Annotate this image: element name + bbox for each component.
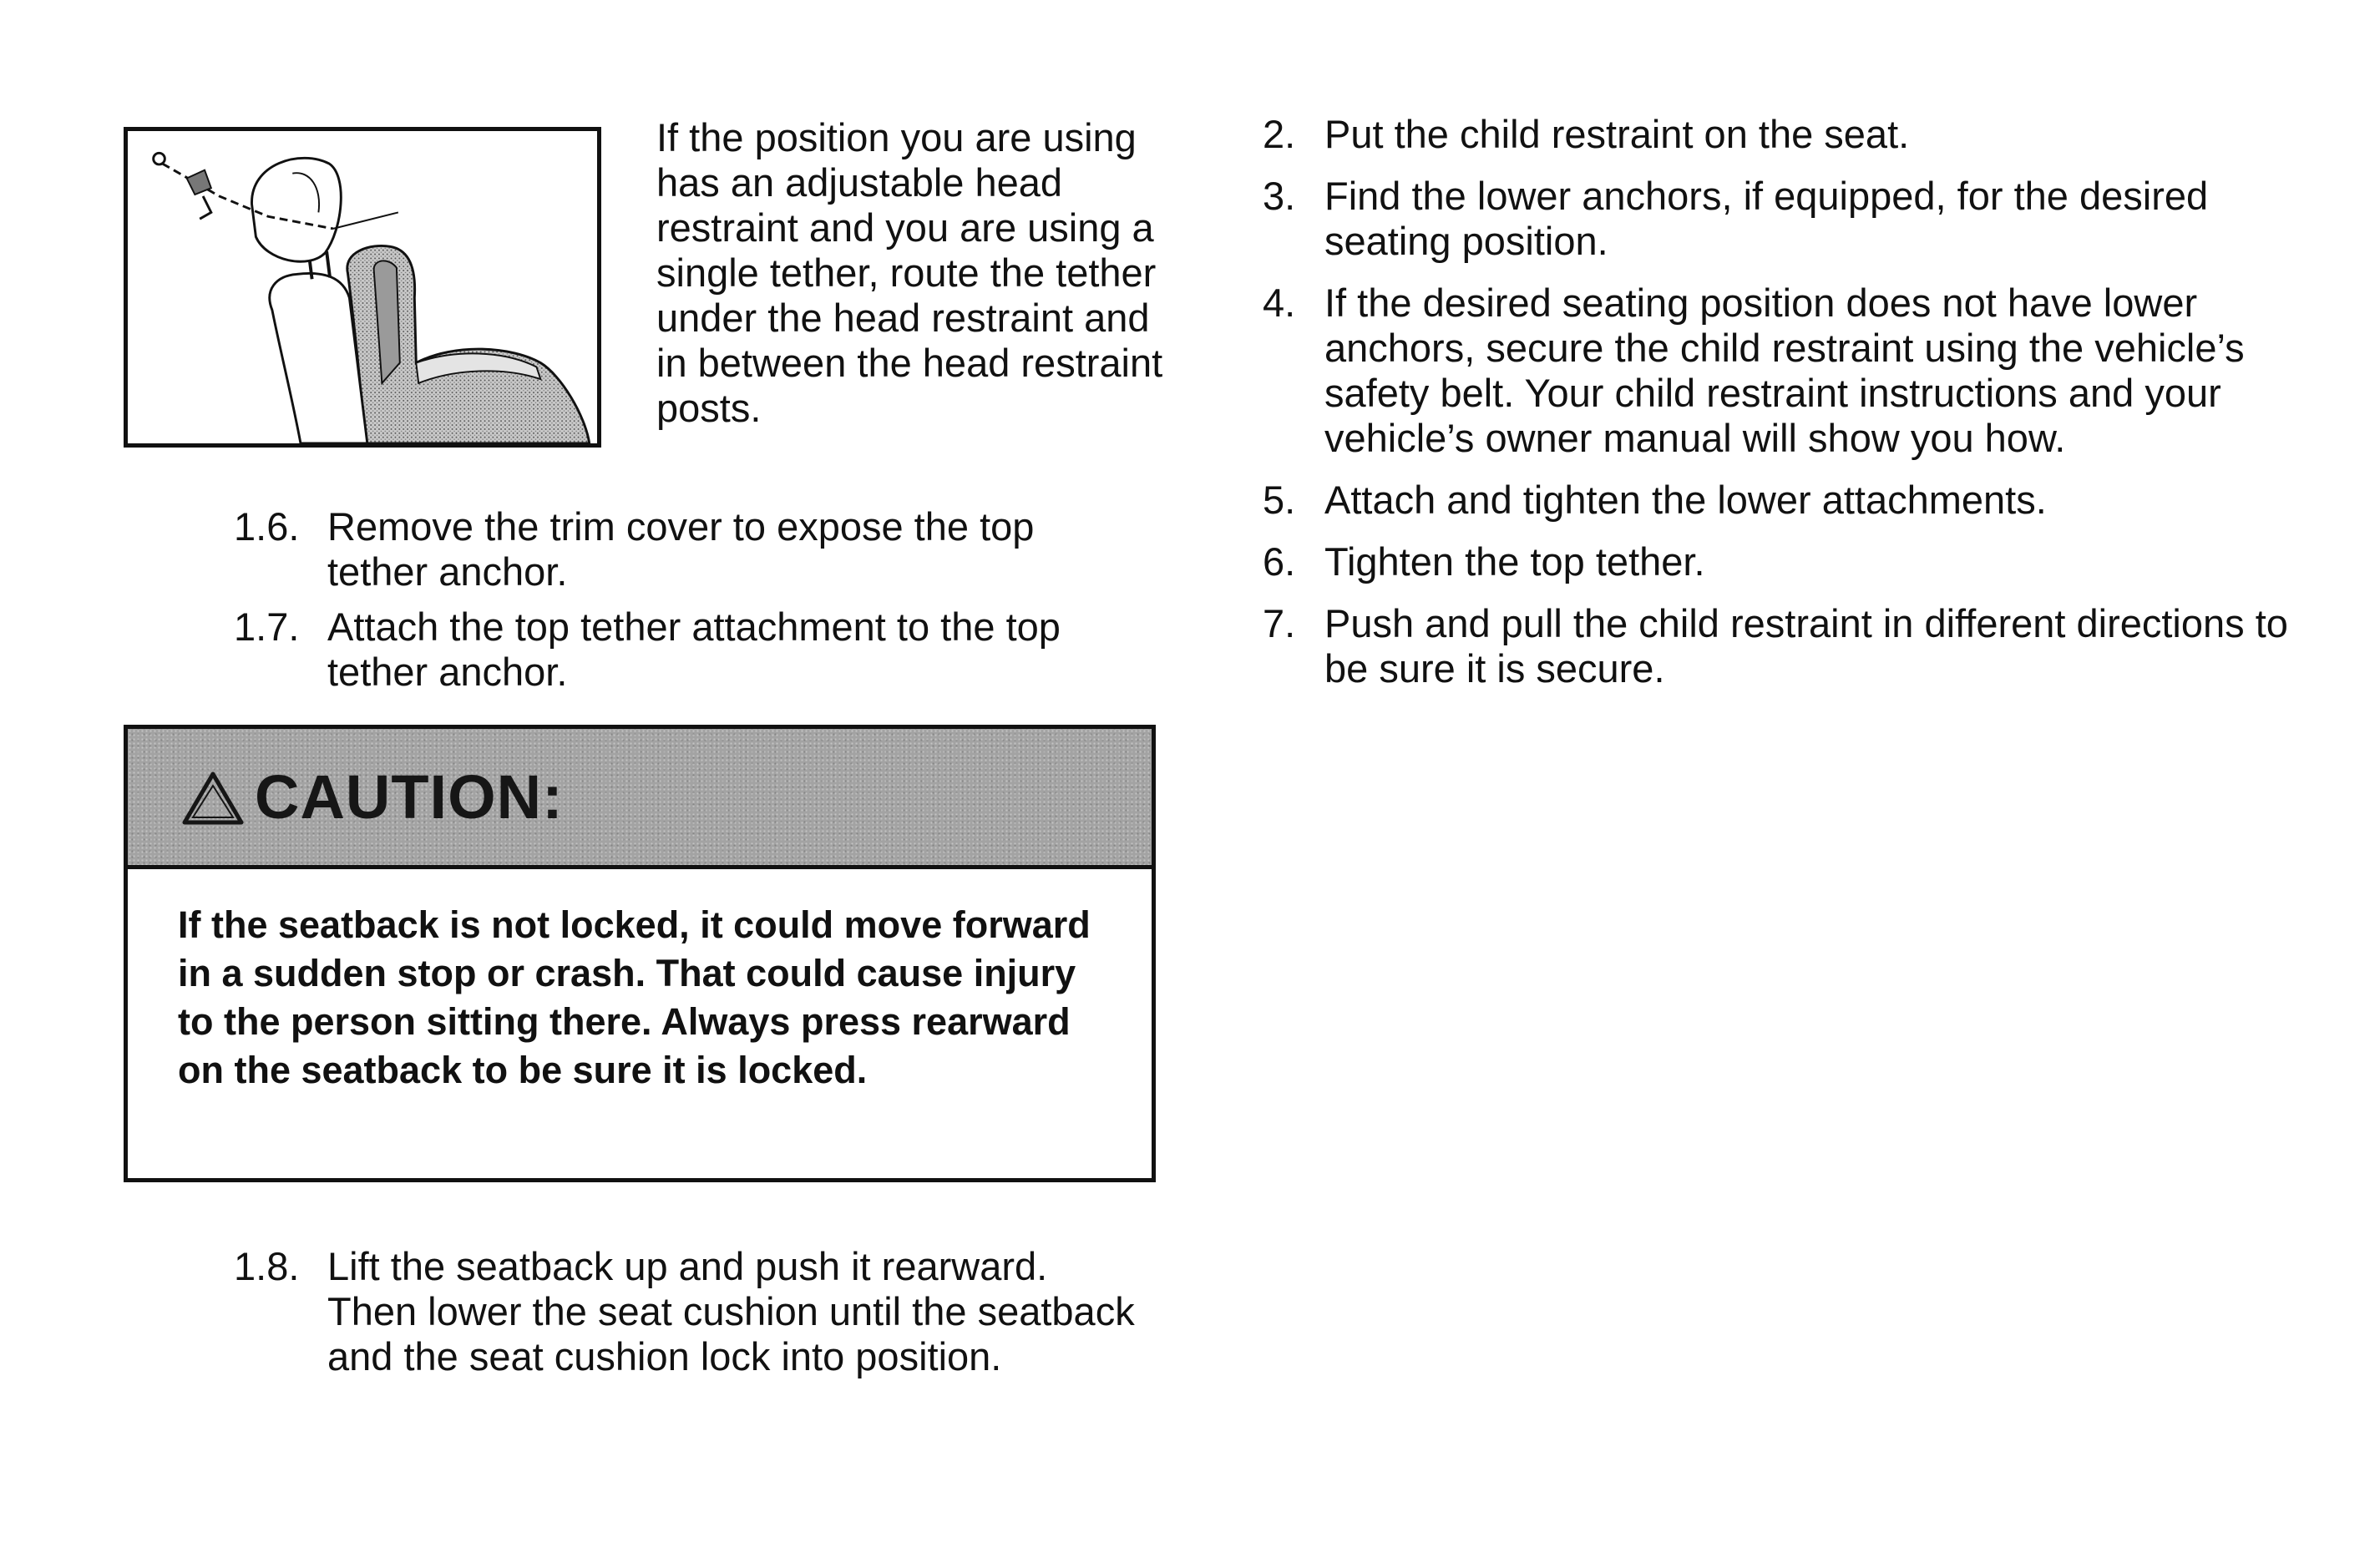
list-item (1263, 281, 2290, 461)
list-item (1263, 174, 2290, 264)
list-item (234, 504, 1136, 594)
list-item (1263, 601, 2290, 691)
step-number: 6. (1263, 539, 1296, 584)
step-number: 2. (1263, 112, 1296, 156)
step-number: 1.6. (234, 504, 300, 549)
step-text: Push and pull the child restraint in different directions to be sure it is secure. (1324, 601, 2288, 690)
caution-box (124, 725, 1156, 1182)
list-item (1263, 539, 2290, 584)
list-item (1263, 112, 2290, 157)
step-number: 3. (1263, 174, 1296, 218)
step-text: Attach and tighten the lower attachments. (1324, 478, 2047, 522)
step-text: Attach the top tether attachment to the top tether anchor. (327, 604, 1061, 694)
caution-title (181, 764, 564, 831)
list-item (234, 1244, 1136, 1379)
step-text: Remove the trim cover to expose the top tether anchor. (327, 504, 1035, 594)
step-number: 1.7. (234, 604, 300, 649)
step-number: 4. (1263, 281, 1296, 325)
step-text: Tighten the top tether. (1324, 539, 1705, 584)
step-number: 7. (1263, 601, 1296, 645)
list-item (234, 604, 1136, 695)
steps-list-lower-left (234, 1244, 1136, 1379)
step-text: If the desired seating position does not have lower anchors, secure the child restraint using the vehicle’s safety belt. Your child restraint instructions and your vehicle’s owner manual will show you how. (1324, 281, 2245, 460)
steps-list-right (1263, 112, 2290, 691)
list-item (1263, 478, 2290, 523)
step-text: Put the child restraint on the seat. (1324, 112, 1910, 156)
head-restraint-illustration (124, 127, 601, 448)
caution-label: CAUTION: (255, 762, 564, 832)
step-text: Lift the seatback up and push it rearward. Then lower the seat cushion until the seatback and the seat cushion lock into position. (327, 1244, 1135, 1378)
head-restraint-illustration-svg (128, 131, 597, 443)
step-number: 1.8. (234, 1244, 300, 1288)
step-number: 5. (1263, 478, 1296, 522)
caution-text: If the seatback is not locked, it could move forward in a sudden stop or crash. That could cause injury to the person sitting there. Always press rearward on the seatback to be sure it is locked. (178, 903, 1091, 1091)
step-text: Find the lower anchors, if equipped, for the desired seating position. (1324, 174, 2209, 263)
intro-paragraph: If the position you are using has an adjustable head restraint and you are using a single tether, route the tether under the head restraint and in between the head restraint posts. (656, 115, 1163, 430)
steps-list-upper-left (234, 504, 1136, 695)
warning-triangle-icon (181, 769, 245, 826)
caution-header (128, 729, 1152, 869)
